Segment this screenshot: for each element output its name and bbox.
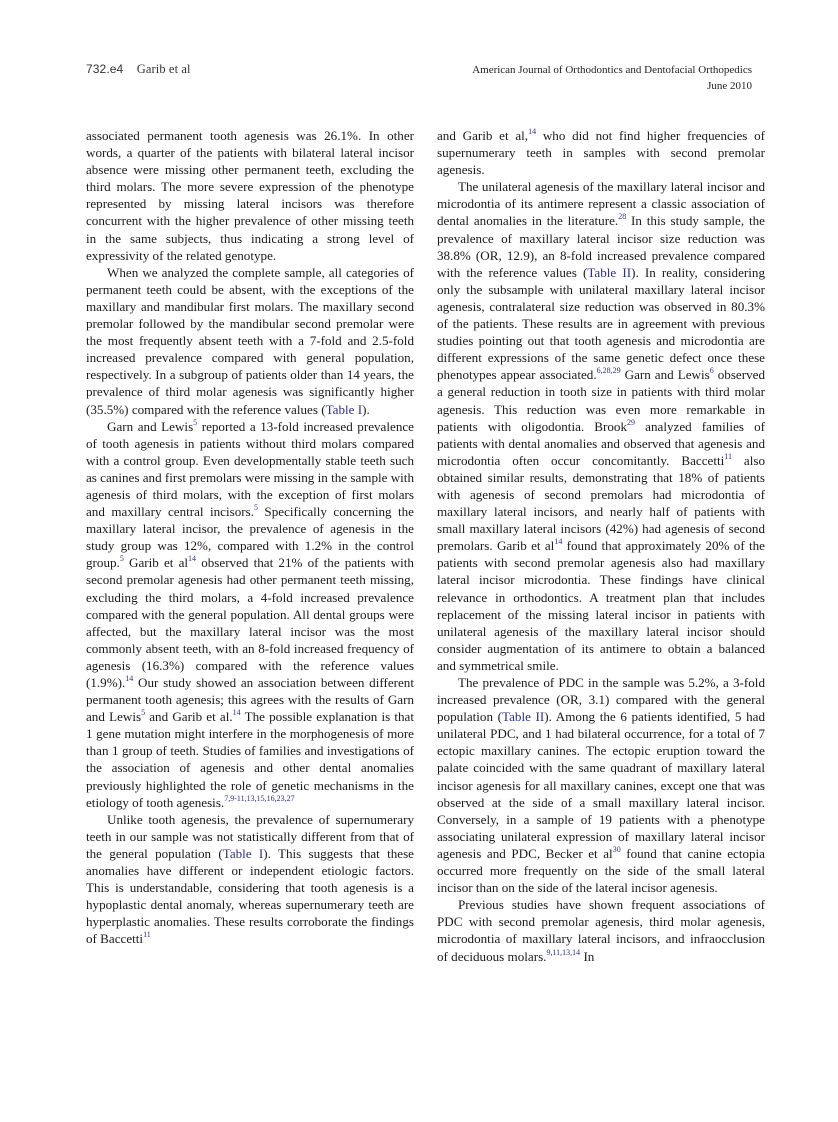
paragraph xyxy=(86,264,414,418)
citation-reference[interactable]: 30 xyxy=(612,844,621,854)
body-text: and Garib et al. xyxy=(145,709,233,725)
paragraph xyxy=(86,418,414,811)
journal-title: American Journal of Orthodontics and Dentofacial Orthopedics xyxy=(472,64,752,76)
body-text: The possible explanation is that 1 gene mutation might interfere in the morphogenesis of more than 1 group of teeth. Studies of families and investigations of the association of agenesis and other dental anomalies previously highlighted the role of genetic mechanisms in the etiology of tooth agenesis. xyxy=(86,709,414,810)
citation-reference[interactable]: 5 xyxy=(119,554,124,564)
table-link[interactable]: Table I xyxy=(325,401,363,417)
body-text: ). Among the 6 patients identified, 5 had unilateral PDC, and 1 had bilateral occurrence, for a total of 7 ectopic maxillary canines. The ectopic eruption toward the palate coincided with the same quadrant of maxillary lateral incisor agenesis for all maxillary canines, except one that was observed at the side of a small maxillary lateral incisor. Conversely, in a sample of 19 patients with a phenotype associating unilateral expression of maxillary lateral incisor agenesis and PDC, Becker et al xyxy=(437,709,766,861)
body-text: analyzed families of patients with dental anomalies and observed that agenesis and microdontia often occur concomitantly. Baccetti xyxy=(437,418,766,468)
citation-reference[interactable]: 14 xyxy=(188,554,197,564)
table-link[interactable]: Table II xyxy=(587,264,632,280)
body-text: associated permanent tooth agenesis was 26.1%. In other words, a quarter of the patients with bilateral lateral incisor absence were missing other permanent teeth, excluding the third molars. The more severe expression of the phenotype represented by missing lateral incisors was therefore concurrent with the higher prevalence of other missing teeth in the same subjects, thus indicating a strong level of expressivity of the related genotype. xyxy=(86,128,414,263)
paragraph xyxy=(437,896,765,964)
citation-reference[interactable]: 11 xyxy=(143,930,151,940)
body-text: In this study sample, the prevalence of maxillary lateral incisor size reduction was 38.8% (OR, 12.9), an 8-fold increased prevalence compared with the reference values ( xyxy=(437,213,765,280)
citation-reference[interactable]: 14 xyxy=(528,127,537,136)
citation-reference[interactable]: 14 xyxy=(232,708,241,718)
body-text: ). In reality, considering only the subsample with unilateral maxillary lateral incisor agenesis, contralateral size reduction was observed in 80.3% of the patients. These results are in agreement with previous studies pointing out that tooth agenesis and microdontia are different expressions of the same genetic defect once these phenotypes appear associated. xyxy=(437,264,765,383)
paragraph xyxy=(86,127,414,264)
citation-reference[interactable]: 5 xyxy=(193,417,198,427)
paragraph xyxy=(437,127,765,178)
paragraph xyxy=(437,674,765,896)
citation-reference[interactable]: 5 xyxy=(254,503,258,513)
body-text: Previous studies have shown frequent associations of PDC with second premolar agenesis, third molar agenesis, microdontia of maxillary lateral incisors, and infraocclusion of deciduous molars. xyxy=(437,897,765,964)
body-text: who did not find higher frequencies of supernumerary teeth in samples with second premolar agenesis. xyxy=(437,128,766,178)
body-text: reported a 13-fold increased prevalence of tooth agenesis in patients without third molars compared with a control group. Even developmentally stable teeth such as canines and first premolars were missing in the sample with agenesis of third molars, with the exception of first molars and maxillary central incisors. xyxy=(86,418,414,520)
body-text: Unlike tooth agenesis, the prevalence of supernumerary teeth in our sample was not statistically different from that of the general population ( xyxy=(86,811,414,861)
citation-reference[interactable]: 6,28,29 xyxy=(596,366,621,376)
running-header xyxy=(86,62,752,102)
body-text: The prevalence of PDC in the sample was 5.2%, a 3-fold increased prevalence (OR, 3.1) compared with the general population ( xyxy=(437,675,765,725)
table-link[interactable]: Table I xyxy=(222,845,264,861)
citation-reference[interactable]: 14 xyxy=(125,674,134,683)
body-text: In xyxy=(580,948,595,964)
body-text: ). This suggests that these anomalies have different or independent etiologic factors. This is understandable, considering that tooth agenesis is a hypoplastic dental anomaly, whereas supernumerary teeth are hyperplastic anomalies. These results corroborate the findings of Baccetti xyxy=(86,845,414,947)
page-number: 732.e4 xyxy=(86,62,124,76)
citation-reference[interactable]: 28 xyxy=(618,212,627,222)
running-authors: Garib et al xyxy=(136,62,191,76)
body-text: and Garib et al, xyxy=(437,128,529,143)
citation-reference[interactable]: 9,11,13,14 xyxy=(546,947,581,957)
body-text: When we analyzed the complete sample, all categories of permanent teeth could be absent, with the exceptions of the maxillary and mandibular first molars. The maxillary second premolar followed by the mandibular second premolar were the most frequently absent teeth with a 7-fold and 2.5-fold increased prevalence compared with general population, respectively. In a subgroup of patients older than 14 years, the prevalence of third molar agenesis was significantly higher (35.5%) compared with the reference values ( xyxy=(86,264,414,417)
header-left xyxy=(86,62,191,77)
citation-reference[interactable]: 29 xyxy=(627,417,636,427)
citation-reference[interactable]: 6 xyxy=(709,366,714,376)
paragraph xyxy=(86,811,414,948)
body-text: Garn and Lewis xyxy=(620,367,710,383)
citation-reference[interactable]: 11 xyxy=(724,451,732,461)
body-text: observed a general reduction in tooth size in patients with third molar agenesis. This reduction was even more remarkable in patients with oligodontia. Brook xyxy=(437,367,766,434)
body-text: observed that 21% of the patients with second premolar agenesis had other permanent teeth missing, excluding the third molars, a 4-fold increased prevalence compared with the general population. All dental groups were affected, but the maxillary lateral incisor was the most commonly absent teeth, with an 8-fold increased frequency of agenesis (16.3%) compared with the reference values (1.9%). xyxy=(86,555,414,690)
right-column xyxy=(437,127,765,965)
paragraph xyxy=(437,178,765,674)
body-text: also obtained similar results, demonstrating that 18% of patients with agenesis of second premolars had microdontia of maxillary lateral incisors, and nearly half of patients with small maxillary lateral incisors (42%) had agenesis of second premolars. Garib et al xyxy=(437,452,765,554)
body-text: ). xyxy=(362,401,370,417)
body-text: Specifically concerning the maxillary lateral incisor, the prevalence of agenesis in the study group was 12%, compared with 1.2% in the control group. xyxy=(86,504,414,571)
citation-reference[interactable]: 14 xyxy=(554,537,563,547)
body-text: The unilateral agenesis of the maxillary lateral incisor and microdontia of its antimere represent a classic association of dental anomalies in the literature. xyxy=(437,179,765,229)
body-text: Garib et al xyxy=(123,555,189,571)
body-text: found that canine ectopia occurred more frequently on the side of the small lateral incisor than on the side of the lateral incisor agenesis. xyxy=(437,845,765,896)
left-column xyxy=(86,127,414,948)
table-link[interactable]: Table II xyxy=(502,709,545,725)
body-text: Garn and Lewis xyxy=(107,418,194,434)
body-text: found that approximately 20% of the patients with second premolar agenesis also had maxillary lateral incisor microdontia. These findings have clinical relevance in orthodontics. A treatment plan that includes replacement of the missing lateral incisor in patients with unilateral agenesis of the maxillary lateral incisor should consider augmentation of its antimere to obtain a balanced and symmetrical smile. xyxy=(437,538,765,673)
citation-reference[interactable]: 7,9-11,13,15,16,23,27 xyxy=(224,793,295,803)
body-text: Our study showed an association between different permanent tooth agenesis; this agrees with the results of Garn and Lewis xyxy=(86,675,414,725)
header-right xyxy=(472,62,752,94)
citation-reference[interactable]: 5 xyxy=(141,708,146,718)
issue-date: June 2010 xyxy=(707,80,752,92)
